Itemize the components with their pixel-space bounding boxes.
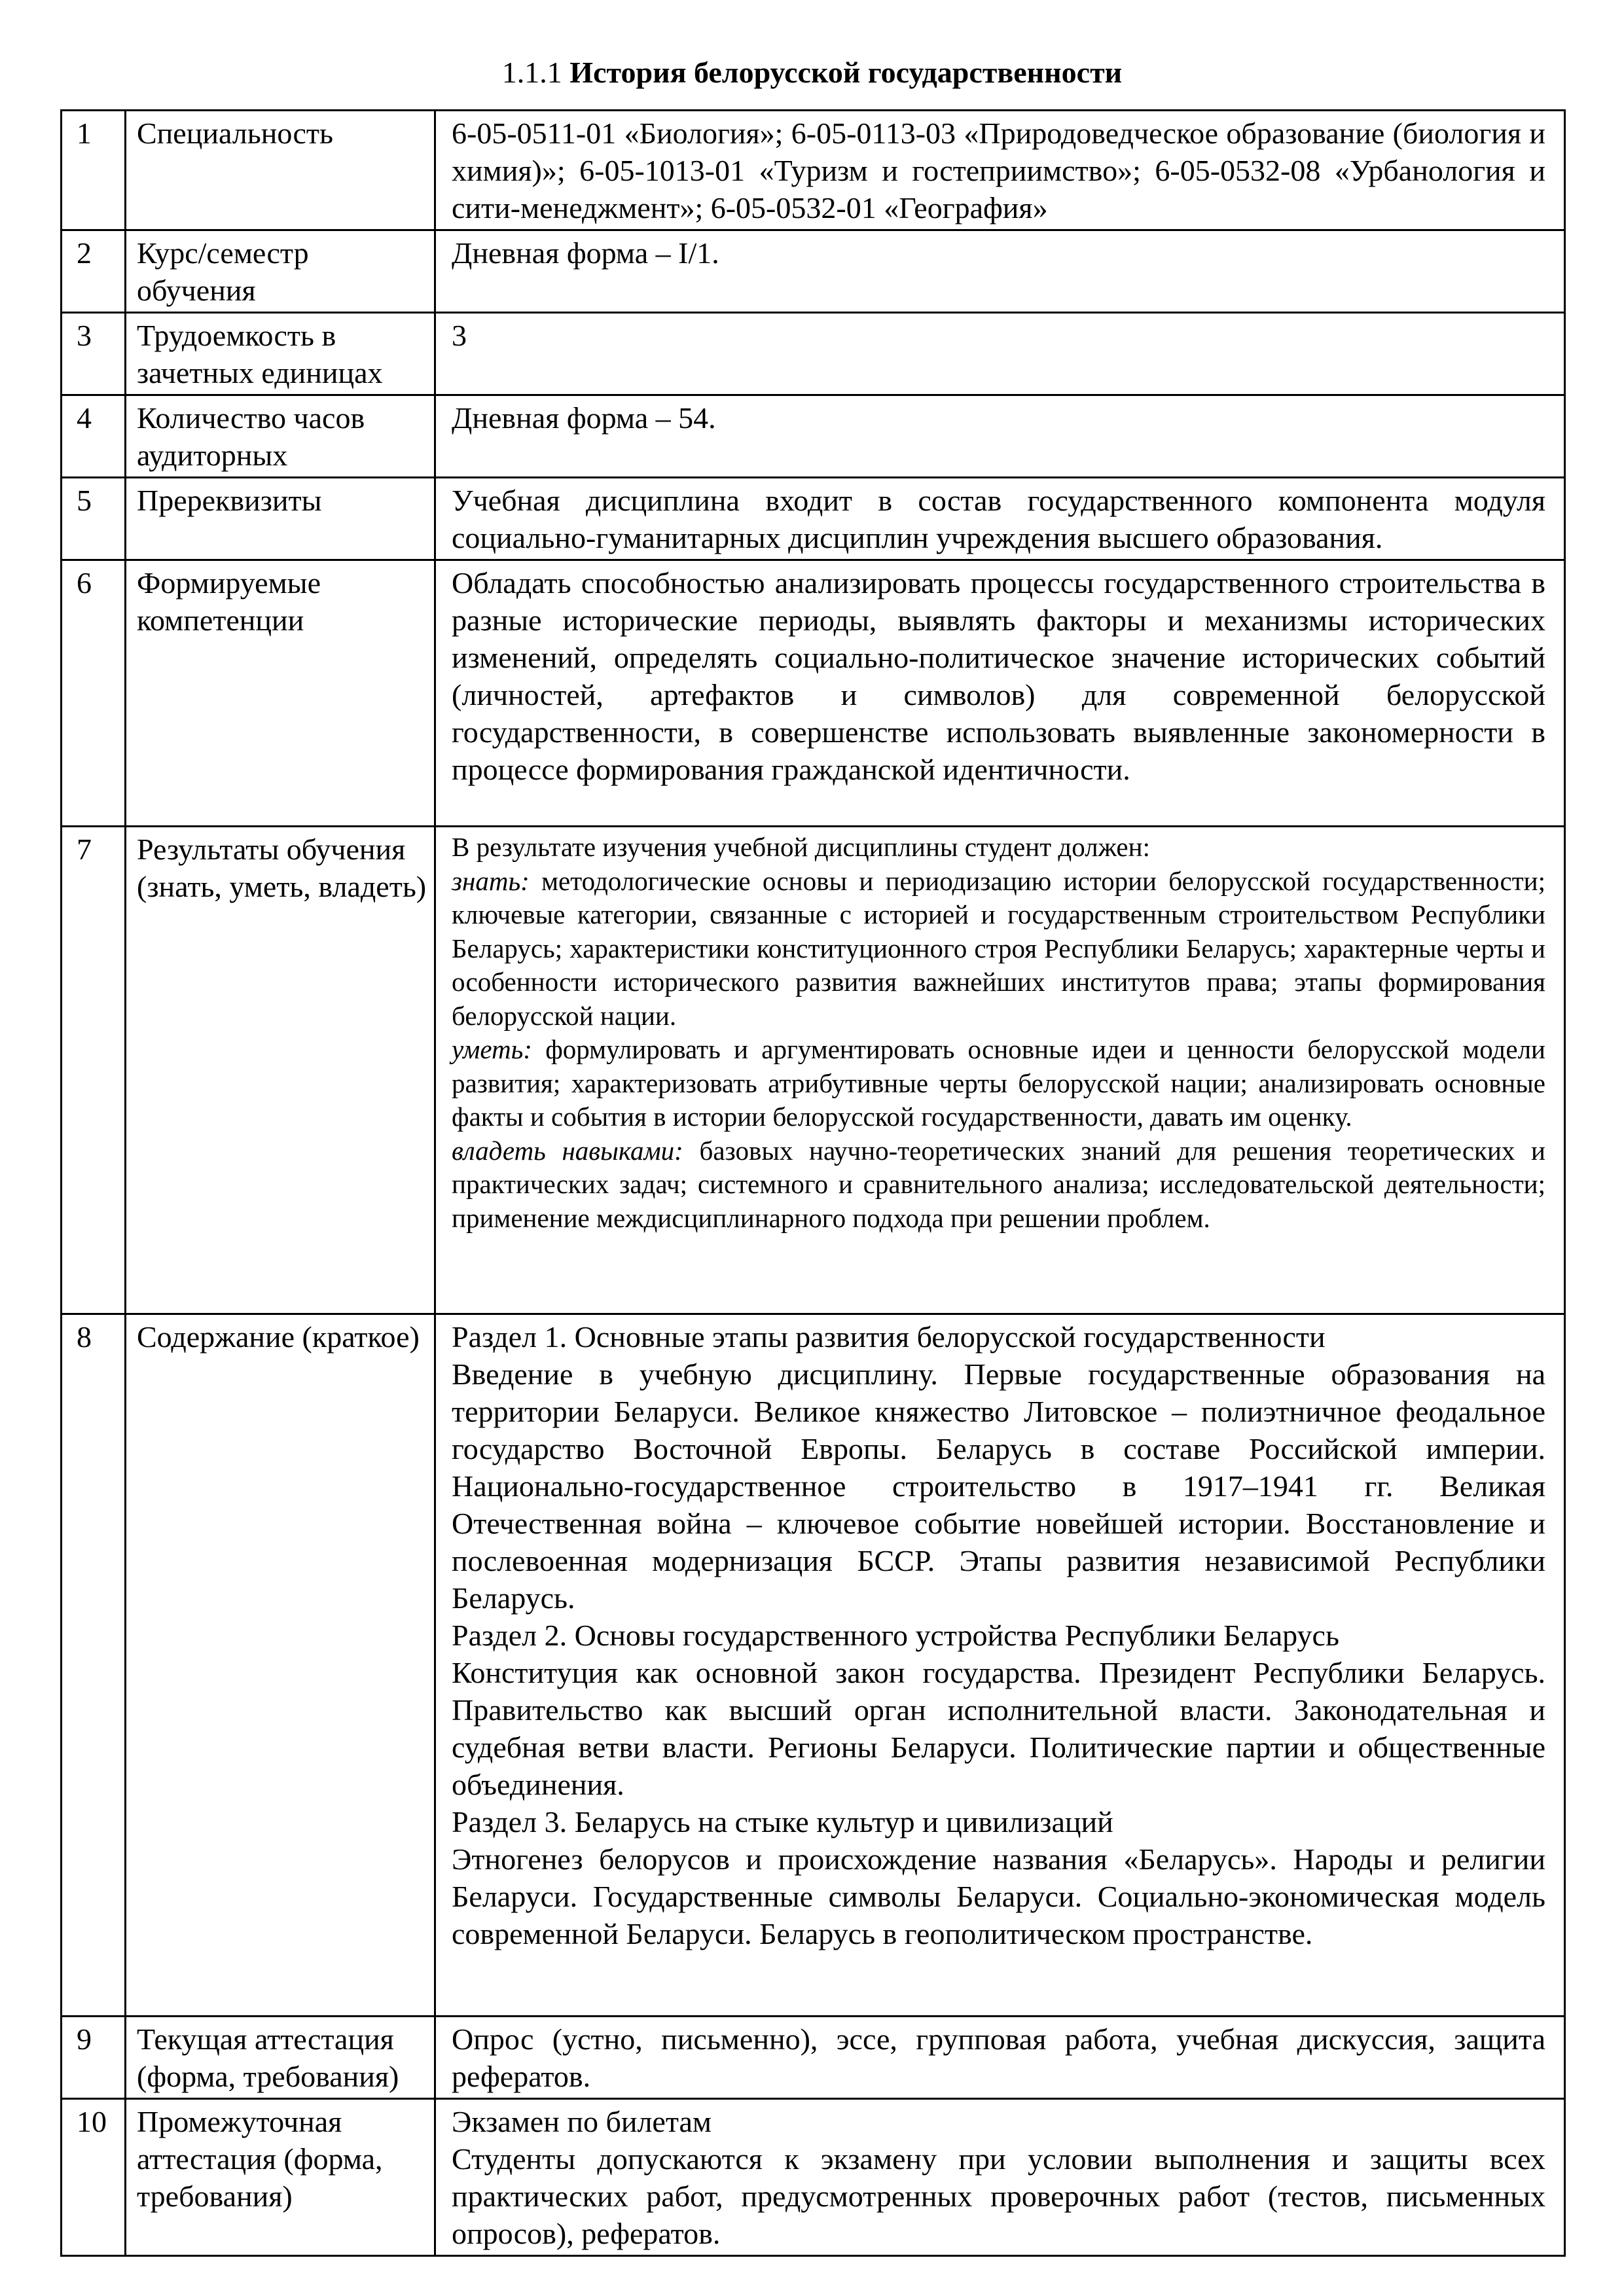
table-row xyxy=(62,395,1565,478)
page-title xyxy=(0,54,1624,92)
row-label: Текущая аттестация (форма, требования) xyxy=(126,2017,435,2099)
table-row xyxy=(62,560,1565,827)
section-2-title: Раздел 2. Основы государственного устройства Республики Беларусь xyxy=(452,1619,1339,1652)
row-label: Результаты обучения (знать, уметь, владеть) xyxy=(126,827,435,1314)
section-3-text: Этногенез белорусов и происхождение названия «Беларусь». Народы и религии Беларуси. Государственные символы Беларуси. Социально-экономическая модель современной Беларуси. Беларусь в геополитическом пространстве. xyxy=(452,1842,1545,1950)
row-value: Обладать способностью анализировать процессы государственного строительства в разные исторические периоды, выявлять факторы и механизмы исторических изменений, определять социально-политическое значение исторических событий (личностей, артефактов и символов) для современной белорусской государственности, в совершенстве использовать выявленные закономерности в процессе формирования гражданской идентичности. xyxy=(452,566,1545,786)
row-value: Дневная форма – 54. xyxy=(435,395,1565,478)
outcomes-know xyxy=(452,865,1545,1033)
outcomes-intro: В результате изучения учебной дисциплины студент должен: xyxy=(452,832,1150,862)
row-number: 9 xyxy=(62,2017,126,2099)
row-label: Промежуточная аттестация (форма, требования) xyxy=(126,2099,435,2256)
row-value: Опрос (устно, письменно), эссе, групповая работа, учебная дискуссия, защита рефератов. xyxy=(452,2022,1545,2093)
row-label: Трудоемкость в зачетных единицах xyxy=(126,313,435,395)
row-label: Пререквизиты xyxy=(126,478,435,560)
row-number: 8 xyxy=(62,1314,126,2017)
own-label: владеть навыками: xyxy=(452,1135,683,1166)
discipline-title: История белорусской государственности xyxy=(569,56,1123,89)
outcomes-own xyxy=(452,1134,1545,1236)
row-number: 5 xyxy=(62,478,126,560)
row-label: Курс/семестр обучения xyxy=(126,230,435,313)
can-text: формулировать и аргументировать основные идеи и ценности белорусской модели развития; характеризовать атрибутивные черты белорусской нации; анализировать основные факты и события в истории белорусской государственности, давать им оценку. xyxy=(452,1034,1545,1132)
row-value: 6-05-0511-01 «Биология»; 6-05-0113-03 «Природоведческое образование (биология и химия)»; 6-05-1013-01 «Туризм и гостеприимство»; 6-05-0532-08 «Урбанология и сити-менеджмент»; 6-05-0532-01 «География» xyxy=(452,117,1545,224)
row-number: 1 xyxy=(62,111,126,230)
course-content xyxy=(435,1314,1565,2017)
discipline-table xyxy=(60,109,1566,2257)
section-1-title: Раздел 1. Основные этапы развития белорусской государственности xyxy=(452,1320,1326,1354)
section-1-text: Введение в учебную дисциплину. Первые государственные образования на территории Беларуси. Великое княжество Литовское – полиэтничное феодальное государство Восточной Европы. Беларусь в составе Российской империи. Национально-государственное строительство в 1917–1941 гг. Великая Отечественная война – ключевое событие новейшей истории. Восстановление и послевоенная модернизация БССР. Этапы развития независимой Республики Беларусь. xyxy=(452,1357,1545,1615)
own-text: базовых научно-теоретических знаний для решения теоретических и практических задач; системного и сравнительного анализа; исследовательской деятельности; применение междисциплинарного подхода при решении проблем. xyxy=(452,1135,1545,1233)
can-label: уметь: xyxy=(452,1034,532,1064)
row-value: Учебная дисциплина входит в состав государственного компонента модуля социально-гуманитарных дисциплин учреждения высшего образования. xyxy=(452,484,1545,554)
row-label: Специальность xyxy=(126,111,435,230)
table-row xyxy=(62,2099,1565,2256)
table-row xyxy=(62,230,1565,313)
table-row xyxy=(62,111,1565,230)
table-row xyxy=(62,827,1565,1314)
row-number: 10 xyxy=(62,2099,126,2256)
row-number: 4 xyxy=(62,395,126,478)
learning-outcomes xyxy=(435,827,1565,1314)
table-row xyxy=(62,313,1565,395)
row-label: Содержание (краткое) xyxy=(126,1314,435,2017)
table-row xyxy=(62,478,1565,560)
exam-requirements: Студенты допускаются к экзамену при условии выполнения и защиты всех практических работ, предусмотренных проверочных работ (тестов, письменных опросов), рефератов. xyxy=(452,2142,1545,2250)
table-row xyxy=(62,2017,1565,2099)
exam-info xyxy=(435,2099,1565,2256)
row-value: 3 xyxy=(435,313,1565,395)
exam-form: Экзамен по билетам xyxy=(452,2105,712,2138)
row-value: Дневная форма – I/1. xyxy=(435,230,1565,313)
know-text: методологические основы и периодизацию истории белорусской государственности; ключевые категории, связанные с историей и государственным строительством Республики Беларусь; характеристики конституционного строя Республики Беларусь; характерные черты и особенности исторического развития важнейших институтов права; этапы формирования белорусской нации. xyxy=(452,865,1545,1031)
section-number: 1.1.1 xyxy=(501,56,562,89)
section-3-title: Раздел 3. Беларусь на стыке культур и цивилизаций xyxy=(452,1805,1113,1839)
section-2-text: Конституция как основной закон государства. Президент Республики Беларусь. Правительство как высший орган исполнительной власти. Законодательная и судебная ветви власти. Регионы Беларуси. Политические партии и общественные объединения. xyxy=(452,1656,1545,1801)
row-label: Количество часов аудиторных xyxy=(126,395,435,478)
row-number: 3 xyxy=(62,313,126,395)
row-number: 6 xyxy=(62,560,126,827)
row-number: 2 xyxy=(62,230,126,313)
row-label: Формируемые компетенции xyxy=(126,560,435,827)
table-row xyxy=(62,1314,1565,2017)
row-number: 7 xyxy=(62,827,126,1314)
know-label: знать: xyxy=(452,865,530,896)
outcomes-can xyxy=(452,1033,1545,1134)
